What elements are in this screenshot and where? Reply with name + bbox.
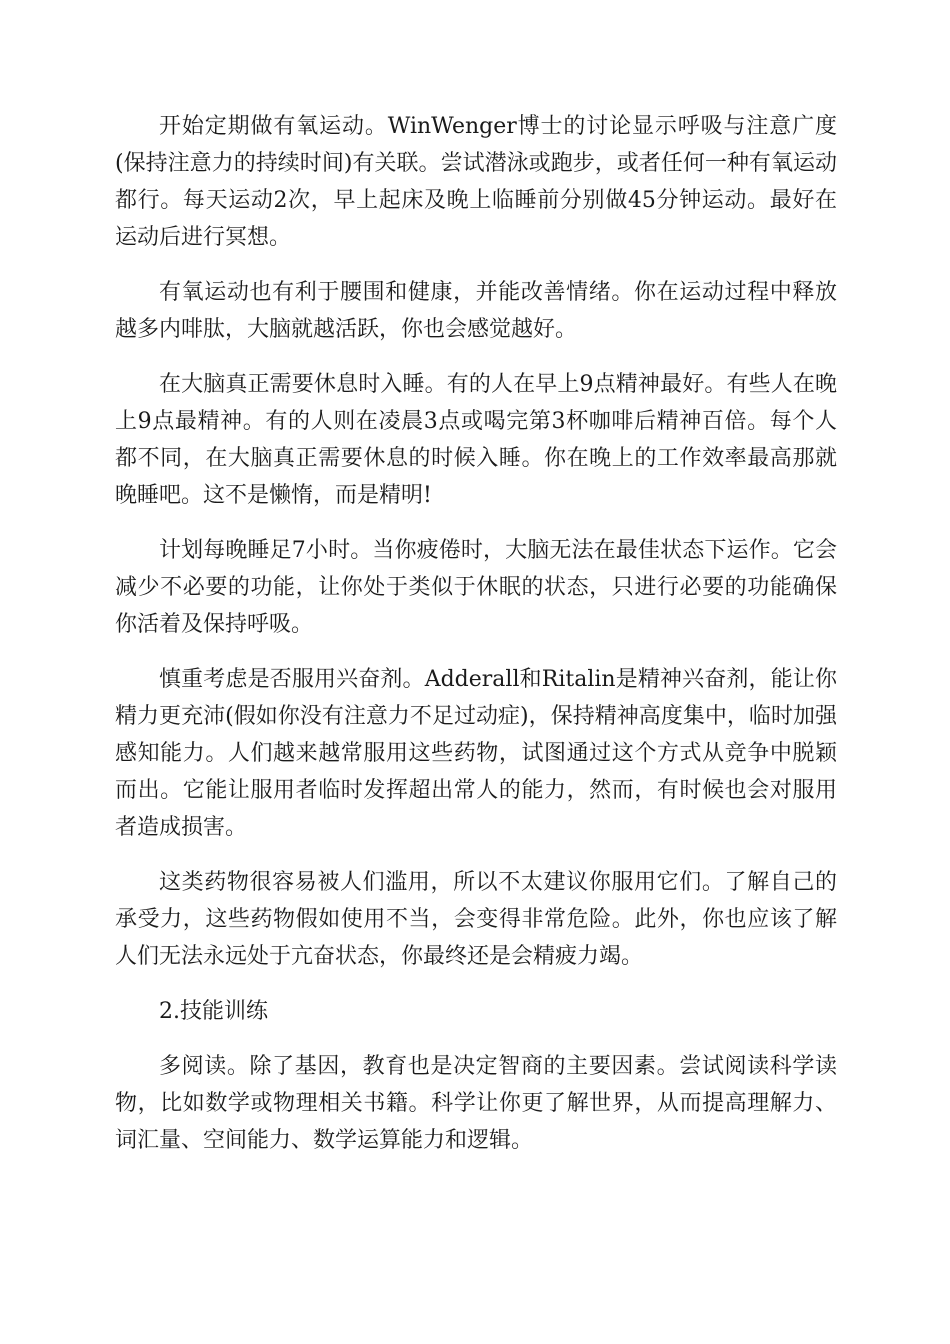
paragraph-aerobic-exercise: 开始定期做有氧运动。WinWenger博士的讨论显示呼吸与注意广度(保持注意力的持续时间)有关联。尝试潜泳或跑步，或者任何一种有氧运动都行。每天运动2次，早上起床及晚上临睡前分别做45分钟运动。最好在运动后进行冥想。 (115, 114, 837, 250)
section-heading: 2.技能训练 (159, 999, 268, 1024)
paragraph-sleep-hours: 计划每晚睡足7小时。当你疲倦时，大脑无法在最佳状态下运作。它会减少不必要的功能，让你处于类似于休眠的状态，只进行必要的功能确保你活着及保持呼吸。 (115, 538, 837, 637)
paragraph-stimulant-risks: 这类药物很容易被人们滥用，所以不太建议你服用它们。了解自己的承受力，这些药物假如使用不当，会变得非常危险。此外，你也应该了解人们无法永远处于亢奋状态，你最终还是会精疲力竭。 (115, 870, 837, 969)
paragraph-stimulants: 慎重考虑是否服用兴奋剂。Adderall和Ritalin是精神兴奋剂，能让你精力更充沛(假如你没有注意力不足过动症)，保持精神高度集中，临时加强感知能力。人们越来越常服用这些药物，试图通过这个方式从竞争中脱颖而出。它能让服用者临时发挥超出常人的能力，然而，有时候也会对服用者造成损害。 (115, 667, 837, 840)
document-body (115, 108, 837, 1177)
paragraph-reading: 多阅读。除了基因，教育也是决定智商的主要因素。尝试阅读科学读物，比如数学或物理相关书籍。科学让你更了解世界，从而提高理解力、词汇量、空间能力、数学运算能力和逻辑。 (115, 1054, 837, 1153)
paragraph-aerobic-benefits: 有氧运动也有利于腰围和健康，并能改善情绪。你在运动过程中释放越多内啡肽，大脑就越活跃，你也会感觉越好。 (115, 280, 837, 342)
paragraph-sleep-timing: 在大脑真正需要休息时入睡。有的人在早上9点精神最好。有些人在晚上9点最精神。有的人则在凌晨3点或喝完第3杯咖啡后精神百倍。每个人都不同，在大脑真正需要休息的时候入睡。你在晚上的工作效率最高那就晚睡吧。这不是懒惰，而是精明! (115, 372, 837, 508)
